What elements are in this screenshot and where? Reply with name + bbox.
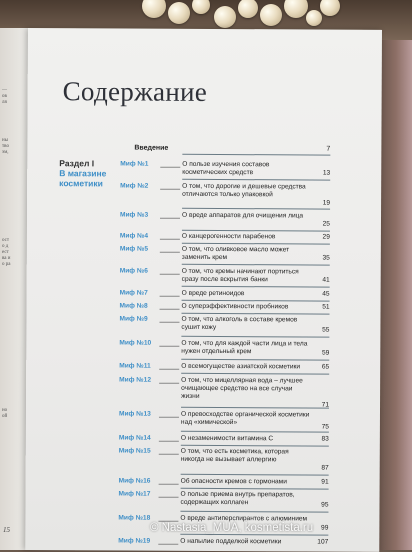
toc-entry-myth: Миф №11 — [119, 362, 151, 370]
toc-entry — [118, 410, 334, 431]
toc-entry-leader — [159, 383, 179, 384]
toc-entry-text: О том, что для каждой части лица и тела нужен отдельный крем — [181, 339, 308, 356]
toc-entry-myth: Миф №19 — [118, 537, 151, 545]
toc-entry-text: О том, что алкоголь в составе кремов сушит кожу — [181, 315, 298, 331]
toc-entry — [119, 339, 334, 357]
toc-entry-myth: Миф №13 — [118, 410, 151, 418]
book-page — [25, 28, 382, 552]
toc-entry — [119, 267, 335, 284]
toc-entry — [120, 211, 335, 228]
toc-entry-leader — [160, 218, 180, 219]
toc-entry-text: О превосходстве органической косметики над «химической» — [180, 410, 310, 427]
toc-entry-page: 95 — [321, 501, 329, 509]
toc-entry — [120, 160, 335, 177]
toc-entry-text: О том, что дорогие и дешевые средства отличаются только упаковкой — [182, 182, 306, 199]
toc-entry-text: О том, что мицеллярная вода – лучшее очищающее средство на все случаи жизни — [181, 376, 303, 400]
toc-entry-page: 107 — [317, 538, 329, 546]
toc-rule — [181, 407, 329, 409]
toc-entry-myth: Миф №6 — [119, 267, 148, 275]
toc-entry-page: 41 — [322, 276, 330, 284]
toc-entry-myth: Миф №18 — [118, 514, 151, 522]
toc-entry-leader — [159, 369, 179, 370]
toc-entry-text: О пользе приема внутрь препаратов, содержащих коллаген — [180, 490, 295, 507]
toc-entry-myth: Миф №5 — [119, 245, 149, 253]
toc-entry-page: 87 — [321, 464, 329, 472]
toc-rule — [180, 534, 328, 536]
section-label: Раздел I — [59, 158, 95, 169]
toc-entry-text: Об опасности кремов с гормонами — [180, 477, 287, 486]
toc-entry-page: 35 — [322, 254, 330, 262]
toc-entry-leader — [158, 544, 178, 545]
toc-entry-text: О незаменимости витамина С — [180, 434, 274, 443]
toc-entry-myth: Миф №4 — [119, 232, 149, 240]
toc-rule — [181, 488, 329, 490]
toc-entry-page: 45 — [322, 290, 330, 298]
toc-entry-myth: Миф №17 — [118, 490, 151, 498]
toc-entry-page: 75 — [321, 423, 329, 431]
toc-entry-myth: Миф №15 — [118, 447, 151, 455]
toc-entry-leader — [159, 484, 179, 485]
toc-rule — [181, 474, 329, 476]
toc-rule — [182, 230, 330, 232]
toc-rule — [181, 359, 329, 361]
section-title: В магазине косметики — [59, 168, 107, 189]
left-page-edge: — ов ля ны тво эм, ост о д ест ва и о ра но ой 15 — [0, 28, 28, 550]
toc-entry-myth: Миф №10 — [119, 339, 152, 347]
toc-entry — [119, 315, 334, 334]
page-title: Содержание — [62, 76, 208, 107]
toc-entry — [118, 477, 334, 486]
toc-entry-page: 19 — [322, 199, 331, 207]
toc-entry-page: 65 — [321, 363, 330, 371]
toc-rule — [181, 431, 329, 433]
toc-entry-text: О пользе изучения составов косметических средств — [182, 160, 270, 177]
toc-entry — [119, 362, 334, 371]
toc-rule — [182, 300, 330, 302]
toc-entry-leader — [159, 441, 179, 442]
toc-entry-page: 55 — [322, 326, 330, 334]
toc-rule — [182, 154, 330, 156]
toc-entry-page: 71 — [321, 401, 330, 409]
toc-entry — [118, 434, 334, 443]
toc-entry-myth: Миф №12 — [119, 376, 152, 384]
toc-entry-text: О том, что кремы начинают портиться сразу после вскрытия банки — [181, 267, 299, 284]
toc-entry-page: 29 — [322, 233, 330, 241]
toc-entry-leader — [159, 322, 179, 323]
toc-entry-text: О том, что оливковое масло может заменить крем — [181, 245, 290, 262]
section-heading — [59, 158, 129, 188]
toc-rule — [182, 243, 330, 245]
toc-intro-label: Введение — [134, 144, 169, 152]
toc-rule — [182, 208, 330, 210]
toc-rule — [181, 373, 329, 375]
toc-entry-text: О всемогуществе азиатской косметики — [181, 362, 301, 371]
toc-entry-page: 99 — [321, 524, 329, 532]
toc-rule — [182, 286, 330, 288]
toc-entry-text: О канцерогенности парабенов — [181, 232, 276, 241]
toc-entry-leader — [160, 296, 180, 297]
toc-entry-text: О суперэффективности пробников — [181, 302, 289, 311]
toc-rule — [182, 179, 330, 181]
toc-rule — [182, 264, 330, 266]
pearl-bead — [168, 2, 190, 24]
toc-entry-page: 51 — [322, 303, 330, 311]
toc-entry-leader — [160, 309, 180, 310]
toc-entry-text: О напылие подделкой косметики — [180, 537, 282, 546]
toc-entry-myth: Миф №3 — [120, 211, 149, 219]
toc-entry — [119, 376, 334, 409]
toc-entry-myth: Миф №7 — [119, 289, 148, 297]
toc-entry-leader — [159, 497, 179, 498]
toc-entry — [119, 245, 335, 262]
toc-entry-myth: Миф №16 — [118, 477, 151, 485]
toc-rule — [180, 511, 328, 513]
toc-entry-text: О том, что есть косметика, которая никогда не вызывает аллергию — [180, 447, 289, 464]
toc-entry — [118, 490, 334, 509]
toc-entry-leader — [159, 346, 179, 347]
toc-entry — [119, 289, 335, 298]
toc-entry-myth: Миф №14 — [118, 434, 151, 442]
toc-rule — [181, 445, 329, 447]
toc-entry-leader — [160, 274, 180, 275]
toc-entry-leader — [160, 239, 180, 240]
toc-entry-text: О вреде ретиноидов — [181, 289, 245, 298]
toc-entry-myth: Миф №9 — [119, 315, 148, 323]
toc-entry — [118, 447, 334, 472]
pearl-bead — [306, 10, 322, 26]
toc-entry — [119, 302, 335, 311]
toc-entry-myth: Миф №8 — [119, 302, 148, 310]
toc-entry-page: 59 — [321, 349, 330, 357]
toc-rule — [181, 336, 329, 338]
toc-rule — [182, 313, 330, 315]
left-page-number: 15 — [3, 526, 10, 534]
toc-entry-leader — [160, 252, 180, 253]
toc-entry-page: 25 — [322, 220, 330, 228]
toc-entry-page: 83 — [321, 435, 329, 443]
pearl-bead — [260, 4, 282, 26]
toc-entry-myth: Миф №1 — [120, 160, 149, 168]
toc-entry — [118, 537, 333, 546]
watermark: © Nastasia_MUA, kosmetista.ru — [150, 522, 314, 534]
toc-entry-page: 13 — [322, 169, 331, 177]
toc-entry-page: 91 — [321, 478, 329, 486]
toc-entry-text: О вреде антиперспирантов с алюминием — [180, 514, 308, 523]
toc-entry-leader — [159, 454, 179, 455]
toc-intro-page: 7 — [326, 145, 331, 153]
toc-entry-leader — [160, 189, 180, 190]
toc-entry — [120, 182, 335, 207]
pearl-bead — [214, 6, 236, 28]
toc-entry-text: О вреде аппаратов для очищения лица — [182, 211, 304, 220]
toc-entry-leader — [160, 167, 180, 168]
toc-entry-myth: Миф №2 — [120, 182, 149, 190]
toc-entry-leader — [159, 417, 179, 418]
toc-entry — [119, 232, 335, 241]
